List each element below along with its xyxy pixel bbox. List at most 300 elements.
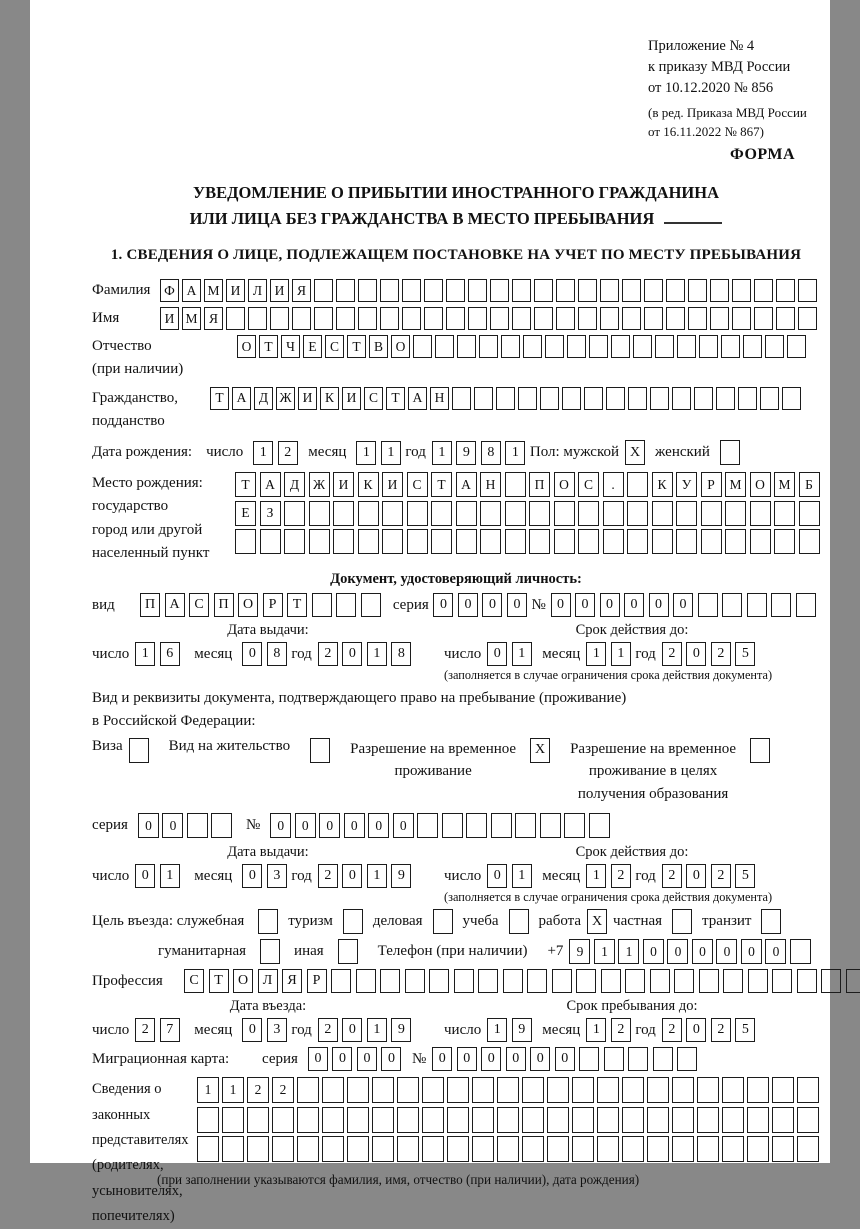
cell[interactable] — [600, 307, 619, 330]
stay-year-cells[interactable] — [662, 1018, 760, 1042]
cell[interactable] — [505, 472, 526, 497]
cell[interactable] — [333, 501, 354, 526]
cell[interactable] — [468, 307, 487, 330]
cell[interactable]: 0 — [162, 813, 183, 838]
cell[interactable] — [336, 307, 355, 330]
cell[interactable] — [611, 335, 630, 358]
cell[interactable]: Т — [431, 472, 452, 497]
cell[interactable]: 0 — [600, 593, 620, 617]
cell[interactable]: 9 — [569, 939, 590, 964]
cell[interactable] — [211, 813, 232, 838]
cell[interactable]: 1 — [135, 642, 155, 666]
cell[interactable] — [771, 593, 791, 617]
cell[interactable]: И — [333, 472, 354, 497]
cell[interactable] — [503, 969, 523, 993]
cell[interactable] — [765, 335, 784, 358]
cell[interactable] — [603, 529, 624, 554]
cell[interactable]: 1 — [160, 864, 180, 888]
entry-year-cells[interactable] — [318, 1018, 416, 1042]
purpose-other-checkbox[interactable] — [338, 939, 358, 964]
doc-issue-year-cells[interactable] — [318, 642, 416, 666]
cell[interactable]: М — [725, 472, 746, 497]
cell[interactable] — [491, 813, 512, 838]
cell[interactable] — [672, 909, 692, 934]
cell[interactable]: 9 — [512, 1018, 532, 1042]
cell[interactable] — [523, 335, 542, 358]
cell[interactable] — [798, 307, 817, 330]
cell[interactable] — [572, 1136, 594, 1162]
purpose-transit-checkbox[interactable] — [761, 909, 781, 934]
cell[interactable] — [601, 969, 621, 993]
cell[interactable]: И — [226, 279, 245, 302]
cell[interactable] — [774, 529, 795, 554]
cell[interactable] — [356, 969, 376, 993]
doc-type-cells[interactable] — [140, 593, 385, 617]
cell[interactable] — [633, 335, 652, 358]
cell[interactable] — [413, 335, 432, 358]
cell[interactable]: 2 — [272, 1077, 294, 1103]
cell[interactable]: 0 — [381, 1047, 401, 1071]
cell[interactable] — [723, 969, 743, 993]
cell[interactable]: 1 — [367, 864, 387, 888]
cell[interactable] — [622, 1136, 644, 1162]
cell[interactable] — [653, 1047, 673, 1071]
cell[interactable] — [647, 1107, 669, 1133]
cell[interactable] — [424, 279, 443, 302]
cell[interactable] — [433, 909, 453, 934]
cell[interactable]: 0 — [487, 642, 507, 666]
cell[interactable] — [787, 335, 806, 358]
cell[interactable] — [644, 279, 663, 302]
cell[interactable]: И — [342, 387, 361, 410]
cell[interactable] — [496, 387, 515, 410]
cell[interactable]: 0 — [506, 1047, 526, 1071]
cell[interactable] — [547, 1077, 569, 1103]
cell[interactable] — [750, 738, 770, 763]
cell[interactable] — [545, 335, 564, 358]
purpose-private-checkbox[interactable] — [672, 909, 692, 934]
cell[interactable] — [688, 307, 707, 330]
cell[interactable] — [697, 1136, 719, 1162]
entry-month-cells[interactable] — [242, 1018, 291, 1042]
cell[interactable] — [358, 501, 379, 526]
cell[interactable] — [490, 279, 509, 302]
cell[interactable]: 2 — [318, 642, 338, 666]
cell[interactable]: И — [160, 307, 179, 330]
stay-day-cells[interactable] — [487, 1018, 536, 1042]
cell[interactable] — [562, 387, 581, 410]
cell[interactable]: 1 — [586, 1018, 606, 1042]
cell[interactable] — [314, 279, 333, 302]
cell[interactable]: 1 — [253, 441, 273, 465]
cell[interactable]: 2 — [611, 864, 631, 888]
cell[interactable]: Н — [480, 472, 501, 497]
cell[interactable] — [699, 335, 718, 358]
cell[interactable] — [380, 969, 400, 993]
cell[interactable] — [796, 593, 816, 617]
cell[interactable] — [405, 969, 425, 993]
cell[interactable]: 9 — [391, 1018, 411, 1042]
cell[interactable]: 1 — [367, 1018, 387, 1042]
cell[interactable]: 0 — [344, 813, 365, 838]
cell[interactable]: А — [456, 472, 477, 497]
cell[interactable] — [846, 969, 860, 993]
cell[interactable] — [540, 387, 559, 410]
cell[interactable] — [402, 307, 421, 330]
cell[interactable]: 2 — [278, 441, 298, 465]
cell[interactable] — [197, 1136, 219, 1162]
cell[interactable]: 1 — [367, 642, 387, 666]
res-valid-month-cells[interactable] — [586, 864, 635, 888]
cell[interactable] — [309, 529, 330, 554]
cell[interactable]: Е — [303, 335, 322, 358]
cell[interactable] — [380, 307, 399, 330]
cell[interactable] — [750, 501, 771, 526]
cell[interactable] — [647, 1077, 669, 1103]
cell[interactable]: А — [165, 593, 185, 617]
cell[interactable]: Т — [259, 335, 278, 358]
birth-day-cells[interactable] — [253, 441, 302, 465]
cell[interactable]: О — [554, 472, 575, 497]
cell[interactable]: А — [408, 387, 427, 410]
cell[interactable]: 0 — [342, 642, 362, 666]
cell[interactable] — [292, 307, 311, 330]
cell[interactable] — [821, 969, 841, 993]
cell[interactable]: У — [676, 472, 697, 497]
cell[interactable] — [309, 501, 330, 526]
cell[interactable]: 1 — [611, 642, 631, 666]
cell[interactable]: 0 — [242, 864, 262, 888]
cell[interactable]: 0 — [242, 1018, 262, 1042]
cell[interactable] — [534, 307, 553, 330]
cell[interactable] — [564, 813, 585, 838]
cell[interactable] — [358, 279, 377, 302]
cell[interactable] — [652, 529, 673, 554]
cell[interactable]: П — [140, 593, 160, 617]
cell[interactable] — [597, 1077, 619, 1103]
cell[interactable] — [578, 501, 599, 526]
cell[interactable] — [512, 279, 531, 302]
purpose-official-checkbox[interactable] — [258, 909, 278, 934]
cell[interactable] — [512, 307, 531, 330]
cell[interactable] — [222, 1136, 244, 1162]
cell[interactable] — [579, 1047, 599, 1071]
cell[interactable] — [529, 529, 550, 554]
cell[interactable]: С — [578, 472, 599, 497]
visa-checkbox[interactable] — [129, 738, 149, 763]
cell[interactable]: 0 — [507, 593, 527, 617]
cell[interactable]: С — [189, 593, 209, 617]
cell[interactable] — [480, 529, 501, 554]
cell[interactable]: С — [407, 472, 428, 497]
cell[interactable] — [676, 529, 697, 554]
cell[interactable] — [761, 909, 781, 934]
cell[interactable]: 0 — [242, 642, 262, 666]
cell[interactable] — [446, 279, 465, 302]
cell[interactable] — [501, 335, 520, 358]
cell[interactable] — [247, 1107, 269, 1133]
cell[interactable] — [694, 387, 713, 410]
cell[interactable] — [347, 1136, 369, 1162]
cell[interactable] — [382, 501, 403, 526]
cell[interactable]: О — [391, 335, 410, 358]
cell[interactable] — [676, 501, 697, 526]
doc-series-cells[interactable] — [433, 593, 531, 617]
cell[interactable] — [547, 1107, 569, 1133]
cell[interactable]: 0 — [624, 593, 644, 617]
cell[interactable] — [622, 1077, 644, 1103]
name-cells[interactable] — [160, 307, 820, 330]
cell[interactable]: 0 — [741, 939, 762, 964]
cell[interactable]: 1 — [487, 1018, 507, 1042]
mig-number-cells[interactable] — [432, 1047, 702, 1071]
cell[interactable]: 0 — [458, 593, 478, 617]
stay-month-cells[interactable] — [586, 1018, 635, 1042]
cell[interactable] — [797, 969, 817, 993]
cell[interactable] — [747, 1136, 769, 1162]
cell[interactable] — [743, 335, 762, 358]
cell[interactable]: 3 — [267, 1018, 287, 1042]
cell[interactable]: 0 — [555, 1047, 575, 1071]
cell[interactable] — [578, 529, 599, 554]
cell[interactable] — [698, 593, 718, 617]
cell[interactable] — [422, 1077, 444, 1103]
cell[interactable] — [799, 529, 820, 554]
cell[interactable]: 0 — [368, 813, 389, 838]
cell[interactable] — [472, 1136, 494, 1162]
cell[interactable]: Ж — [276, 387, 295, 410]
cell[interactable] — [534, 279, 553, 302]
cell[interactable] — [655, 335, 674, 358]
cell[interactable]: 1 — [618, 939, 639, 964]
cell[interactable] — [272, 1136, 294, 1162]
cell[interactable] — [435, 335, 454, 358]
doc-valid-day-cells[interactable] — [487, 642, 536, 666]
cell[interactable]: С — [184, 969, 204, 993]
cell[interactable]: Л — [258, 969, 278, 993]
cell[interactable]: Я — [282, 969, 302, 993]
cell[interactable]: 1 — [512, 642, 532, 666]
cell[interactable] — [417, 813, 438, 838]
cell[interactable] — [584, 387, 603, 410]
cell[interactable]: 6 — [160, 642, 180, 666]
cell[interactable] — [603, 501, 624, 526]
cell[interactable] — [515, 813, 536, 838]
cell[interactable]: Я — [292, 279, 311, 302]
cell[interactable]: А — [232, 387, 251, 410]
profession-cells[interactable] — [184, 969, 860, 993]
cell[interactable] — [556, 279, 575, 302]
cell[interactable]: Т — [347, 335, 366, 358]
cell[interactable] — [490, 307, 509, 330]
cell[interactable]: 2 — [662, 864, 682, 888]
legal-rep-cells-3[interactable] — [197, 1136, 822, 1162]
res-issue-month-cells[interactable] — [242, 864, 291, 888]
cell[interactable] — [797, 1136, 819, 1162]
cell[interactable]: 0 — [357, 1047, 377, 1071]
cell[interactable] — [666, 279, 685, 302]
cell[interactable]: 1 — [432, 441, 452, 465]
cell[interactable] — [674, 969, 694, 993]
cell[interactable]: А — [182, 279, 201, 302]
cell[interactable] — [447, 1077, 469, 1103]
cell[interactable] — [397, 1136, 419, 1162]
cell[interactable] — [725, 529, 746, 554]
cell[interactable]: И — [382, 472, 403, 497]
cell[interactable] — [754, 279, 773, 302]
cell[interactable]: 8 — [391, 642, 411, 666]
cell[interactable] — [424, 307, 443, 330]
cell[interactable] — [497, 1077, 519, 1103]
cell[interactable] — [260, 939, 280, 964]
cell[interactable]: 1 — [222, 1077, 244, 1103]
cell[interactable] — [452, 387, 471, 410]
cell[interactable]: 0 — [551, 593, 571, 617]
cell[interactable] — [725, 501, 746, 526]
cell[interactable]: М — [204, 279, 223, 302]
doc-valid-month-cells[interactable] — [586, 642, 635, 666]
cell[interactable]: К — [358, 472, 379, 497]
cell[interactable] — [297, 1136, 319, 1162]
cell[interactable]: 1 — [197, 1077, 219, 1103]
cell[interactable] — [774, 501, 795, 526]
cell[interactable] — [540, 813, 561, 838]
cell[interactable]: 7 — [160, 1018, 180, 1042]
cell[interactable]: X — [587, 909, 607, 934]
cell[interactable] — [644, 307, 663, 330]
cell[interactable] — [732, 307, 751, 330]
cell[interactable]: Я — [204, 307, 223, 330]
cell[interactable] — [650, 969, 670, 993]
cell[interactable]: 0 — [332, 1047, 352, 1071]
cell[interactable] — [336, 279, 355, 302]
cell[interactable] — [442, 813, 463, 838]
cell[interactable] — [222, 1107, 244, 1133]
cell[interactable] — [628, 387, 647, 410]
cell[interactable] — [529, 501, 550, 526]
birth-place-cells-2[interactable] — [235, 501, 823, 526]
cell[interactable]: 0 — [481, 1047, 501, 1071]
cell[interactable] — [716, 387, 735, 410]
mig-series-cells[interactable] — [308, 1047, 406, 1071]
cell[interactable] — [797, 1077, 819, 1103]
cell[interactable] — [331, 969, 351, 993]
cell[interactable]: К — [320, 387, 339, 410]
cell[interactable] — [447, 1107, 469, 1133]
cell[interactable] — [747, 1107, 769, 1133]
cell[interactable] — [647, 1136, 669, 1162]
cell[interactable]: О — [750, 472, 771, 497]
cell[interactable] — [310, 738, 330, 763]
cell[interactable]: X — [625, 440, 645, 465]
cell[interactable] — [497, 1107, 519, 1133]
res-issue-year-cells[interactable] — [318, 864, 416, 888]
cell[interactable] — [197, 1107, 219, 1133]
cell[interactable] — [431, 529, 452, 554]
res-valid-day-cells[interactable] — [487, 864, 536, 888]
cell[interactable] — [701, 501, 722, 526]
cell[interactable]: 0 — [667, 939, 688, 964]
purpose-work-checkbox[interactable] — [587, 909, 607, 934]
cell[interactable] — [312, 593, 332, 617]
cell[interactable]: 0 — [319, 813, 340, 838]
cell[interactable]: Н — [430, 387, 449, 410]
cell[interactable]: 0 — [295, 813, 316, 838]
cell[interactable] — [572, 1077, 594, 1103]
cell[interactable]: В — [369, 335, 388, 358]
cell[interactable] — [622, 1107, 644, 1133]
cell[interactable] — [772, 1136, 794, 1162]
cell[interactable]: П — [214, 593, 234, 617]
cell[interactable]: 8 — [481, 441, 501, 465]
cell[interactable] — [497, 1136, 519, 1162]
sex-female-checkbox[interactable] — [720, 440, 740, 465]
purpose-humanitarian-checkbox[interactable] — [260, 939, 280, 964]
cell[interactable] — [447, 1136, 469, 1162]
cell[interactable]: 5 — [735, 642, 755, 666]
cell[interactable] — [738, 387, 757, 410]
cell[interactable] — [798, 279, 817, 302]
cell[interactable]: 8 — [267, 642, 287, 666]
cell[interactable]: 0 — [716, 939, 737, 964]
cell[interactable] — [606, 387, 625, 410]
cell[interactable] — [446, 307, 465, 330]
cell[interactable] — [710, 307, 729, 330]
cell[interactable] — [760, 387, 779, 410]
birth-month-cells[interactable] — [356, 441, 405, 465]
cell[interactable] — [248, 307, 267, 330]
citizenship-cells[interactable] — [210, 387, 804, 410]
cell[interactable]: 0 — [270, 813, 291, 838]
cell[interactable]: 0 — [686, 864, 706, 888]
cell[interactable] — [600, 279, 619, 302]
cell[interactable] — [522, 1107, 544, 1133]
cell[interactable]: 1 — [381, 441, 401, 465]
cell[interactable]: К — [652, 472, 673, 497]
cell[interactable]: 0 — [457, 1047, 477, 1071]
doc-issue-day-cells[interactable] — [135, 642, 184, 666]
residence-permit-checkbox[interactable] — [310, 738, 330, 763]
cell[interactable] — [697, 1107, 719, 1133]
cell[interactable] — [799, 501, 820, 526]
cell[interactable] — [672, 387, 691, 410]
cell[interactable] — [270, 307, 289, 330]
cell[interactable]: 2 — [711, 642, 731, 666]
cell[interactable]: 0 — [649, 593, 669, 617]
cell[interactable] — [235, 529, 256, 554]
cell[interactable]: 0 — [487, 864, 507, 888]
cell[interactable] — [622, 279, 641, 302]
cell[interactable] — [650, 387, 669, 410]
cell[interactable] — [782, 387, 801, 410]
cell[interactable] — [688, 279, 707, 302]
birth-year-cells[interactable] — [432, 441, 530, 465]
cell[interactable]: Т — [209, 969, 229, 993]
cell[interactable] — [260, 529, 281, 554]
legal-rep-cells-1[interactable] — [197, 1077, 822, 1103]
cell[interactable]: С — [364, 387, 383, 410]
cell[interactable] — [422, 1107, 444, 1133]
doc-valid-year-cells[interactable] — [662, 642, 760, 666]
cell[interactable]: 0 — [342, 864, 362, 888]
cell[interactable] — [578, 279, 597, 302]
cell[interactable] — [722, 593, 742, 617]
cell[interactable]: 2 — [662, 1018, 682, 1042]
cell[interactable] — [597, 1107, 619, 1133]
cell[interactable] — [284, 529, 305, 554]
cell[interactable]: . — [603, 472, 624, 497]
res-series-cells[interactable] — [138, 813, 236, 838]
